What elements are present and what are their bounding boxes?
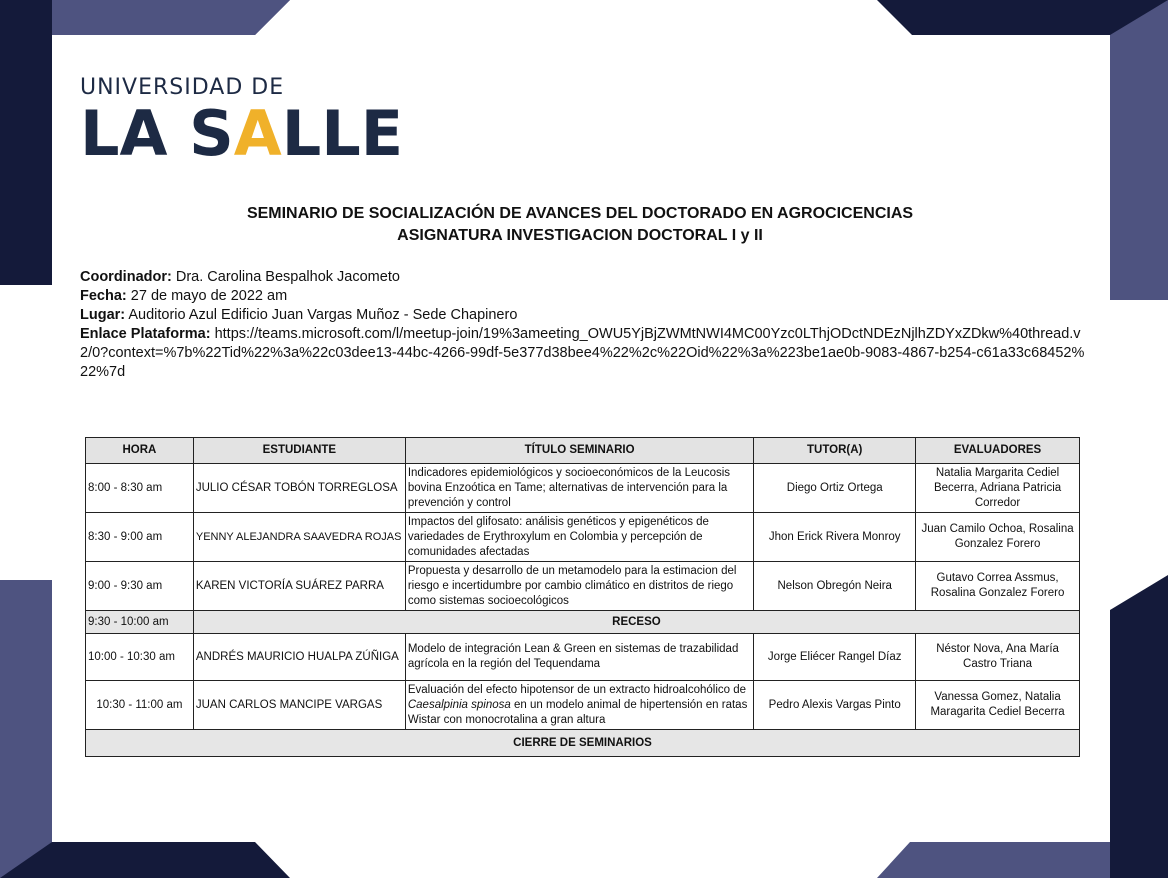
cell-tutor: Jhon Erick Rivera Monroy bbox=[754, 513, 916, 562]
cell-evaluadores: Juan Camilo Ochoa, Rosalina Gonzalez Forero bbox=[916, 513, 1080, 562]
place-line bbox=[80, 306, 1090, 325]
cell-estudiante: KAREN VICTORÍA SUÁREZ PARRA bbox=[193, 562, 405, 611]
cell-tutor: Pedro Alexis Vargas Pinto bbox=[754, 681, 916, 730]
frame-corner-bottom-left-side bbox=[0, 580, 52, 878]
cell-hora: 9:00 - 9:30 am bbox=[86, 562, 194, 611]
cell-estudiante: JULIO CÉSAR TOBÓN TORREGLOSA bbox=[193, 464, 405, 513]
closing-row bbox=[86, 730, 1080, 757]
frame-corner-top-left-band bbox=[52, 0, 290, 35]
cell-evaluadores: Néstor Nova, Ana María Castro Triana bbox=[916, 634, 1080, 681]
frame-corner-top-left-inner bbox=[0, 0, 52, 285]
cell-tutor: Diego Ortiz Ortega bbox=[754, 464, 916, 513]
cell-titulo: Impactos del glifosato: análisis genéticos y epigenéticos de variedades de Erythroxylum en Colombia y percepción de comunidades afectadas bbox=[405, 513, 753, 562]
cell-tutor: Jorge Eliécer Rangel Díaz bbox=[754, 634, 916, 681]
logo-line2-gold: A bbox=[233, 97, 282, 170]
place-label: Lugar: bbox=[80, 307, 126, 323]
cell-titulo: Propuesta y desarrollo de un metamodelo para la estimacion del riesgo e incertidumbre por cambio climático en distritos de riego como sistemas socioecológicos bbox=[405, 562, 753, 611]
place-value: Auditorio Azul Edificio Juan Vargas Muñoz - Sede Chapinero bbox=[128, 307, 518, 323]
date-value: 27 de mayo de 2022 am bbox=[130, 288, 288, 304]
break-label: RECESO bbox=[193, 611, 1079, 634]
header-evaluadores: EVALUADORES bbox=[916, 438, 1080, 464]
break-row bbox=[86, 611, 1080, 634]
frame-corner-top-right-side bbox=[1110, 0, 1168, 300]
document-title bbox=[80, 203, 1080, 247]
table-row bbox=[86, 464, 1080, 513]
cell-tutor: Nelson Obregón Neira bbox=[754, 562, 916, 611]
header-titulo: TÍTULO SEMINARIO bbox=[405, 438, 753, 464]
meeting-link[interactable]: https://teams.microsoft.com/l/meetup-join/19%3ameeting_OWU5YjBjZWMtNWI4MC00Yzc0LThjODctNDEzNjlhZDYxZDkw%40thread.v2/0?context=%7b%22Tid%22%3a%22c03dee13-44bc-4266-99df-5e377d38bee4%22%2c%22Oid%22%3a%223be1ae0b-9083-4867-b254-c61a33c68452%22%7d bbox=[80, 326, 1085, 380]
coordinator-label: Coordinador: bbox=[80, 269, 172, 285]
event-info bbox=[80, 268, 1090, 382]
titulo-part-b: en un modelo animal de hipertensión en ratas Wistar con monocrotalina a gran altura bbox=[407, 698, 748, 726]
cell-titulo bbox=[405, 681, 753, 730]
frame-corner-bottom-right-band bbox=[877, 842, 1110, 878]
cell-estudiante: YENNY ALEJANDRA SAAVEDRA ROJAS bbox=[193, 513, 405, 562]
link-line bbox=[80, 325, 1090, 382]
header-hora: HORA bbox=[86, 438, 194, 464]
cell-evaluadores: Vanessa Gomez, Natalia Maragarita Cediel Becerra bbox=[916, 681, 1080, 730]
date-line bbox=[80, 287, 1090, 306]
closing-label: CIERRE DE SEMINARIOS bbox=[86, 730, 1080, 757]
link-label: Enlace Plataforma: bbox=[80, 326, 211, 342]
cell-estudiante: JUAN CARLOS MANCIPE VARGAS bbox=[193, 681, 405, 730]
cell-hora: 9:30 - 10:00 am bbox=[86, 611, 194, 634]
cell-hora: 10:00 - 10:30 am bbox=[86, 634, 194, 681]
cell-evaluadores: Gutavo Correa Assmus, Rosalina Gonzalez Forero bbox=[916, 562, 1080, 611]
coordinator-value: Dra. Carolina Bespalhok Jacometo bbox=[175, 269, 400, 285]
cell-hora: 10:30 - 11:00 am bbox=[86, 681, 194, 730]
table-row bbox=[86, 681, 1080, 730]
titulo-part-a: Evaluación del efecto hipotensor de un extracto hidroalcohólico de bbox=[407, 683, 747, 696]
title-line2: ASIGNATURA INVESTIGACION DOCTORAL I y II bbox=[397, 227, 763, 244]
table-header-row bbox=[86, 438, 1080, 464]
schedule-table bbox=[85, 437, 1080, 757]
cell-hora: 8:30 - 9:00 am bbox=[86, 513, 194, 562]
table-row bbox=[86, 634, 1080, 681]
titulo-species: Caesalpinia spinosa bbox=[407, 698, 511, 711]
table-row bbox=[86, 562, 1080, 611]
header-estudiante: ESTUDIANTE bbox=[193, 438, 405, 464]
cell-titulo: Indicadores epidemiológicos y socioeconómicos de la Leucosis bovina Enzoótica en Tame; alternativas de intervención para la prevención y control bbox=[405, 464, 753, 513]
logo-line2-a: LA S bbox=[80, 97, 234, 170]
cell-hora: 8:00 - 8:30 am bbox=[86, 464, 194, 513]
table-row bbox=[86, 513, 1080, 562]
header-tutor: TUTOR(A) bbox=[754, 438, 916, 464]
cell-titulo: Modelo de integración Lean & Green en sistemas de trazabilidad agrícola en la región del Tequendama bbox=[405, 634, 753, 681]
frame-corner-bottom-right-side bbox=[1110, 575, 1168, 878]
date-label: Fecha: bbox=[80, 288, 127, 304]
title-line1: SEMINARIO DE SOCIALIZACIÓN DE AVANCES DEL DOCTORADO EN AGROCICENCIAS bbox=[246, 205, 914, 222]
cell-evaluadores: Natalia Margarita Cediel Becerra, Adriana Patricia Corredor bbox=[916, 464, 1080, 513]
university-logo bbox=[80, 75, 404, 170]
logo-line2 bbox=[80, 97, 404, 170]
logo-line1: UNIVERSIDAD DE bbox=[80, 75, 285, 100]
coordinator-line bbox=[80, 268, 1090, 287]
logo-line2-c: LLE bbox=[281, 97, 404, 170]
cell-estudiante: ANDRÉS MAURICIO HUALPA ZÚÑIGA bbox=[193, 634, 405, 681]
